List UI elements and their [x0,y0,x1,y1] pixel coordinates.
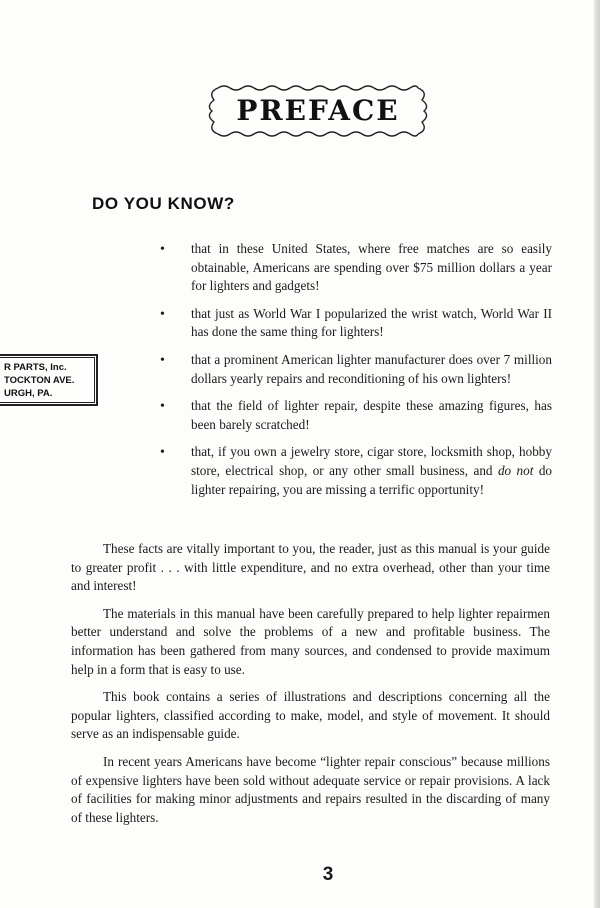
page-edge-shadow [594,0,600,908]
emphasis-text: do not [497,462,534,478]
stamp-line: URGH, PA. [4,388,53,399]
bullet-icon: • [160,445,165,461]
list-item: • that the field of lighter repair, despite these amazing figures, has been barely scratched! [160,398,552,432]
dealer-stamp [0,354,98,406]
bullet-icon: • [160,306,165,322]
list-item: • that just as World War I popularized the wrist watch, World War II has done the same thing for lighters! [160,305,552,340]
stamp-line: TOCKTON AVE. [4,375,75,386]
section-heading: DO YOU KNOW? [92,194,235,213]
page-title: PREFACE [236,94,400,127]
list-item: • that in these United States, where free matches are so easily obtainable, Americans are spending over $75 million dollars a year for lighters and gadgets! [160,241,552,294]
paragraph: This book contains a series of illustrations and descriptions concerning all the popular lighters, classified according to make, model, and style of movement. It should serve as an indispensable guide. [71,689,550,742]
list-item: • that a prominent American lighter manufacturer does over 7 million dollars yearly repairs and reconditioning of his own lighters! [160,351,552,386]
preface-cartouche [204,82,432,140]
bullet-icon: • [160,242,165,257]
bullet-icon: • [160,352,165,368]
paragraph: In recent years Americans have become “lighter repair conscious” because millions of expensive lighters have been sold without adequate service or repair provisions. A lack of facilities for making minor adjustments and repairs resulted in the discarding of many of these lighters. [71,753,550,825]
body-text [71,540,550,836]
facts-list [160,240,552,508]
stamp-line: R PARTS, Inc. [4,362,67,373]
bullet-icon: • [160,399,165,415]
page-number: 3 [322,864,334,885]
paragraph: These facts are vitally important to you, the reader, just as this manual is your guide to greater profit . . . with little expenditure, and no extra overhead, other than your time and interest! [71,541,550,594]
paragraph: The materials in this manual have been carefully prepared to help lighter repairmen better understand and solve the problems of a new and profitable business. The information has been gathered from many sources, and condensed to provide maximum help in a form that is easy to use. [71,605,550,677]
list-item: • that, if you own a jewelry store, cigar store, locksmith shop, hobby store, electrical shop, or any other small business, and do not do lighter repairing, you are missing a terrific opportunity! [160,444,553,497]
